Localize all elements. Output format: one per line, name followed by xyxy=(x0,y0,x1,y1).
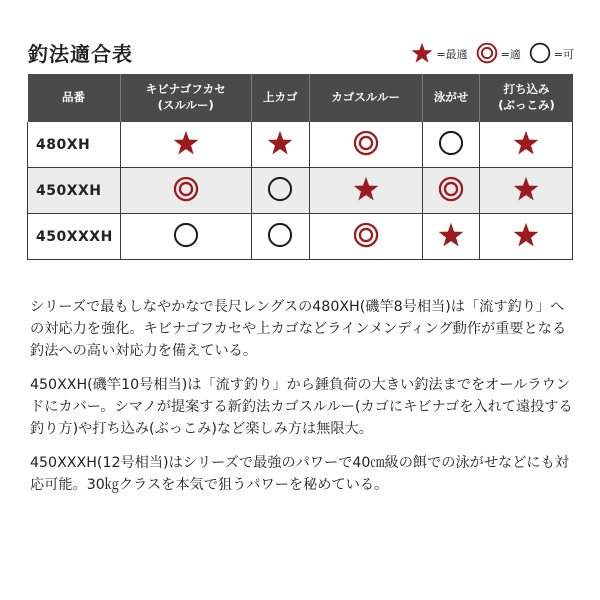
star-icon xyxy=(353,176,379,206)
legend-label-suitable: =適 xyxy=(500,48,521,61)
double-circle-icon xyxy=(438,176,464,206)
legend-item-possible xyxy=(529,42,574,67)
rating-cell xyxy=(309,214,422,260)
description-450xxh: 450XXH(磯竿10号相当)は「流す釣り」から錘負荷の大きい釣法までをオールラウンドにカバー。シマノが提案する新釣法カゴスルルー(カゴにキビナゴを入れて遠投する釣り方)や打ち込み(ぶっこみ)など楽しみ方は無限大。 xyxy=(30,377,573,437)
rating-cell xyxy=(309,168,422,214)
description-450xxxh: 450XXXH(12号相当)はシリーズで最強のパワーで40㎝級の餌での泳がせなどにも対応可能。30㎏クラスを本気で狙うパワーを秘めている。 xyxy=(30,455,569,493)
legend-item-suitable xyxy=(476,42,521,67)
rating-cell xyxy=(120,168,251,214)
legend-label-best: =最適 xyxy=(436,48,468,61)
column-header-kibinago xyxy=(120,74,251,122)
column-header-model: 品番 xyxy=(28,74,121,122)
table-row xyxy=(28,168,573,214)
page-title: 釣法適合表 xyxy=(28,42,133,66)
star-icon xyxy=(513,130,539,160)
legend xyxy=(403,40,574,68)
star-icon xyxy=(411,42,436,67)
rating-cell xyxy=(251,168,309,214)
double-circle-icon xyxy=(173,176,199,206)
column-header-kamikago: 上カゴ xyxy=(251,74,309,122)
legend-label-possible: =可 xyxy=(553,48,574,61)
star-icon xyxy=(267,130,293,160)
column-header-buccomi xyxy=(480,74,573,122)
circle-icon xyxy=(173,222,199,252)
double-circle-icon xyxy=(476,42,501,67)
model-cell: 450XXH xyxy=(28,168,121,214)
double-circle-icon xyxy=(353,222,379,252)
legend-item-best xyxy=(411,42,467,67)
model-cell: 480XH xyxy=(28,122,121,168)
column-header-kibinago-label: キビナゴフカセ (スルルー) xyxy=(145,82,226,112)
rating-cell xyxy=(120,214,251,260)
circle-icon xyxy=(438,130,464,160)
rating-cell xyxy=(120,122,251,168)
model-cell: 450XXXH xyxy=(28,214,121,260)
rating-cell xyxy=(422,214,480,260)
rating-cell xyxy=(251,214,309,260)
table-row xyxy=(28,122,573,168)
rating-cell xyxy=(422,122,480,168)
rating-cell xyxy=(480,122,573,168)
double-circle-icon xyxy=(353,130,379,160)
star-icon xyxy=(438,222,464,252)
column-header-buccomi-label: 打ち込み (ぶっこみ) xyxy=(498,82,555,112)
circle-icon xyxy=(267,222,293,252)
circle-icon xyxy=(267,176,293,206)
table-header-row xyxy=(28,74,573,122)
column-header-kagosururu: カゴスルルー xyxy=(309,74,422,122)
star-icon xyxy=(173,130,199,160)
rating-cell xyxy=(480,168,573,214)
column-header-oyogase: 泳がせ xyxy=(422,74,480,122)
rating-cell xyxy=(309,122,422,168)
rating-cell xyxy=(251,122,309,168)
rating-cell xyxy=(480,214,573,260)
table-row xyxy=(28,214,573,260)
circle-icon xyxy=(529,42,554,67)
star-icon xyxy=(513,176,539,206)
fishing-method-table xyxy=(27,74,573,260)
rating-cell xyxy=(422,168,480,214)
description-480xh: シリーズで最もしなやかなで長尺レングスの480XH(磯竿8号相当)は「流す釣り」への対応力を強化。キビナゴフカセや上カゴなどラインメンディング動作が重要となる釣法への高い対応力を備えている。 xyxy=(30,299,567,359)
star-icon xyxy=(513,222,539,252)
